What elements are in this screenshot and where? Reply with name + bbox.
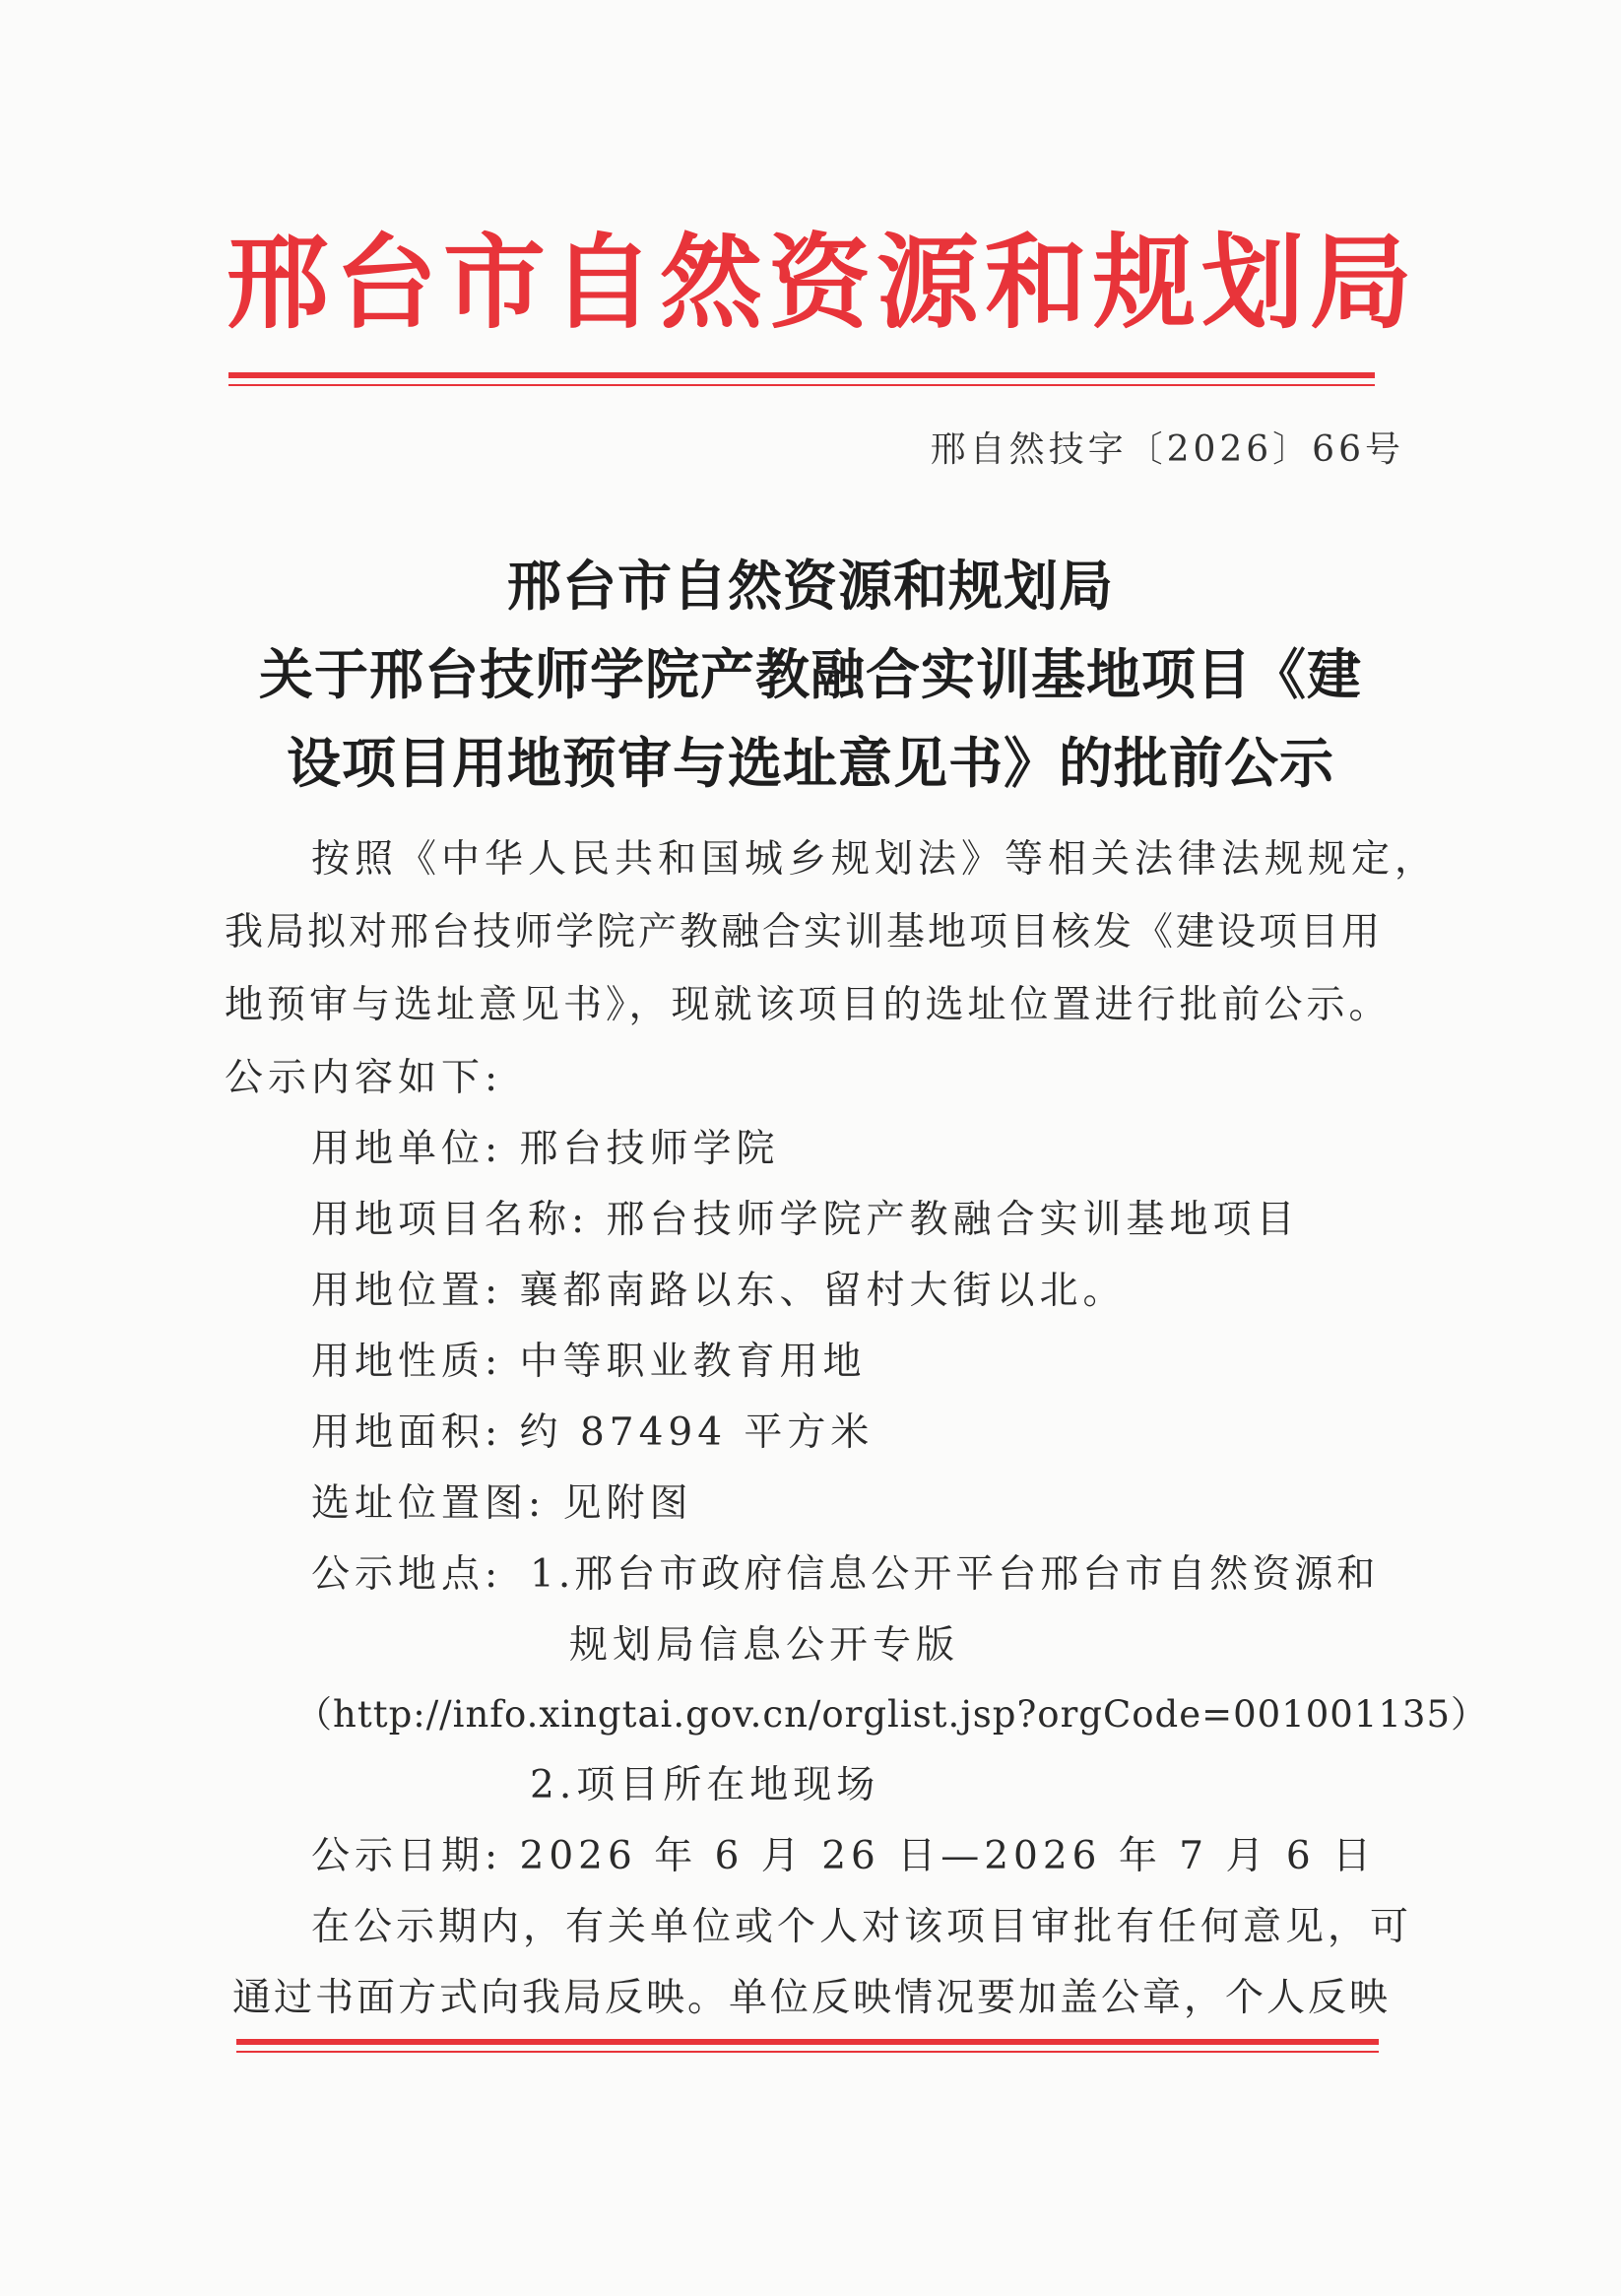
- field-value: 见附图: [562, 1481, 693, 1526]
- location-url: （http://info.xingtai.gov.cn/orglist.jsp?orgCode=001001135）: [295, 1693, 1488, 1736]
- field-label: 选址位置图:: [311, 1481, 547, 1526]
- title-line-1: 邢台市自然资源和规划局: [506, 555, 1114, 618]
- field-label: 用地性质:: [311, 1340, 503, 1384]
- field-location: [311, 1267, 1127, 1316]
- field-label: 用地单位:: [311, 1127, 503, 1171]
- field-label: 用地面积:: [311, 1410, 503, 1455]
- intro-line-2: 我局拟对邢台技师学院产教融合实训基地项目核发《建设项目用: [225, 910, 1384, 954]
- field-land-unit: [311, 1125, 780, 1174]
- intro-line-1: 按照《中华人民共和国城乡规划法》等相关法律法规规定，: [311, 837, 1439, 882]
- footer-rule-thick: [236, 2039, 1379, 2045]
- field-value: 约 87494 平方米: [519, 1410, 875, 1455]
- field-value: 中等职业教育用地: [519, 1340, 867, 1384]
- header-rule-thick: [228, 372, 1375, 378]
- intro-line-4: 公示内容如下:: [225, 1056, 503, 1100]
- location-label: 公示地点:: [311, 1552, 503, 1597]
- document-number: 邢自然技字〔2026〕66号: [930, 429, 1404, 470]
- title-line-2: 关于邢台技师学院产教融合实训基地项目《建: [258, 643, 1362, 706]
- agency-masthead: 邢台市自然资源和规划局: [227, 223, 1419, 343]
- field-value: 邢台技师学院产教融合实训基地项目: [606, 1198, 1300, 1242]
- header-rule-thin: [228, 384, 1375, 386]
- closing-line-2: 通过书面方式向我局反映。单位反映情况要加盖公章，个人反映: [232, 1976, 1392, 2020]
- field-value: 襄都南路以东、留村大街以北。: [519, 1269, 1127, 1313]
- closing-line-1: 在公示期内，有关单位或个人对该项目审批有任何意见，可: [311, 1905, 1413, 1949]
- title-line-3: 设项目用地预审与选址意见书》的批前公示: [286, 732, 1334, 795]
- date-value: 2026 年 6 月 26 日—2026 年 7 月 6 日: [519, 1834, 1377, 1878]
- intro-line-3: 地预审与选址意见书》，现就该项目的选址位置进行批前公示。: [225, 983, 1392, 1027]
- location-item-2: 2.项目所在地现场: [530, 1763, 880, 1807]
- field-land-area: [311, 1409, 874, 1458]
- field-site-map: [311, 1479, 693, 1529]
- field-project-name: [311, 1196, 1300, 1245]
- location-item-1-line-2: 规划局信息公开专版: [569, 1623, 960, 1668]
- location-item-1-line-1: 1.邢台市政府信息公开平台邢台市自然资源和: [530, 1552, 1380, 1597]
- field-label: 用地位置:: [311, 1269, 503, 1313]
- field-value: 邢台技师学院: [519, 1127, 780, 1171]
- field-label: 用地项目名称:: [311, 1198, 590, 1242]
- field-land-nature: [311, 1338, 867, 1387]
- date-label: 公示日期:: [311, 1834, 503, 1878]
- footer-rule-thin: [236, 2051, 1379, 2053]
- notice-date: [311, 1832, 1376, 1881]
